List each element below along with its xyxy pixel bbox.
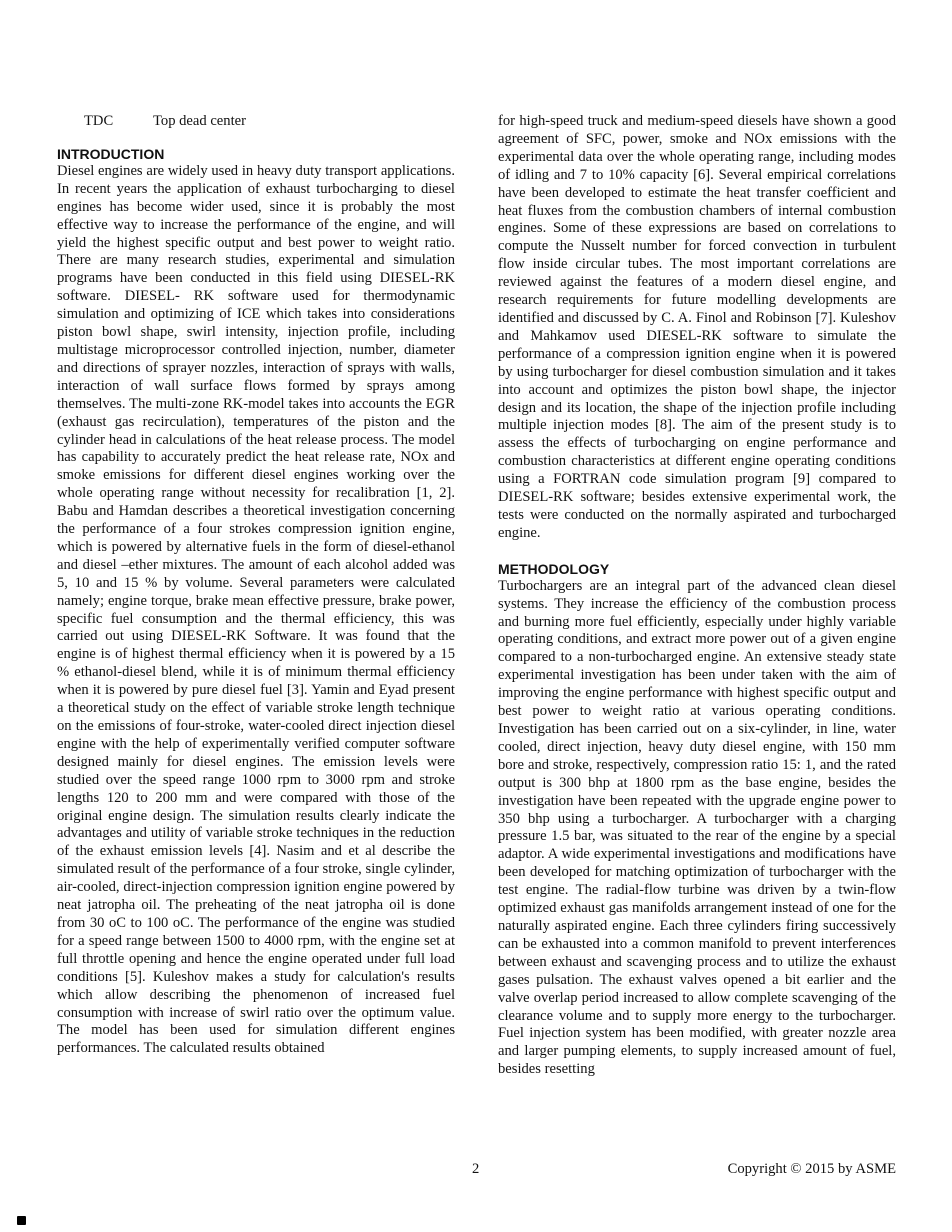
corner-mark-icon	[17, 1216, 26, 1225]
methodology-paragraph: Turbochargers are an integral part of the advanced clean diesel systems. They increase the efficiency of the combustion process and burning more fuel efficiently, especially under highly variable operating conditions, and extract more power out of a given engine compared to a non-turbocharged engine. An extensive steady state experimental investigation has been under taken with the aim of improving the engine performance with highest specific output and best power to weight ratio at various operating conditions. Investigation has been carried out on a six-cylinder, in line, water cooled, direct injection, heavy duty diesel engine, with 150 mm bore and stroke, respectively, compression ratio 15: 1, and the rated output is 300 bhp at 1800 rpm as the base engine, besides the investigation have been repeated with the upgrade engine power to 350 bhp using a turbocharger. A turbocharger with a charging pressure 1.5 bar, was situated to the rear of the engine by a special adaptor. A wide experimental investigations and modifications have been developed for matching optimization of turbocharger with the test engine. The radial-flow turbine was driven by a twin-flow optimized exhaust gas manifolds arrangement instead of one for the naturally aspirated engine. Each three cylinders firing successively can be exhausted into a common manifold to prevent interferences between exhaust and scavenging process and to utilize the exhaust gases pulsation. The exhaust valves opened a bit earlier and the valve overlap period increased to allow complete scavenging of the clearance volume and to supply more energy to the turbocharger. Fuel injection system has been modified, with greater nozzle area and larger pumping elements, to supply increased amount of fuel, besides resetting	[498, 577, 896, 1078]
nomenclature-definition: Top dead center	[153, 113, 246, 129]
copyright-notice: Copyright © 2015 by ASME	[727, 1161, 896, 1177]
right-column	[498, 113, 896, 1079]
page-number: 2	[472, 1161, 480, 1177]
section-spacer	[498, 543, 896, 560]
left-column	[57, 113, 455, 1058]
methodology-heading: METHODOLOGY	[498, 560, 610, 577]
nomenclature-entry	[84, 113, 455, 131]
introduction-continuation: for high-speed truck and medium-speed diesels have shown a good agreement of SFC, power, smoke and NOx emissions with the experimental data over the whole operating range, including modes of idling and 7 to 10% capacity [6]. Several empirical correlations have been developed to estimate the heat transfer coefficient and heat fluxes from the combustion chambers of internal combustion engines. Some of these expressions are based on correlations to compute the Nusselt number for forced convection in turbulent flow inside circular tubes. The most important correlations are reviewed against the features of a modern diesel engine, and research requirements for future modelling developments are identified and discussed by C. A. Finol and Robinson [7]. Kuleshov and Mahkamov used DIESEL-RK software to simulate the performance of a compression ignition engine when it is powered by using turbocharger for diesel combustion simulation and it takes into account and optimizes the piston bowl shape, the injector design and its location, the shape of the injection profile including multiple injection modes [8]. The aim of the present study is to assess the effects of turbocharging on engine performance and combustion characteristics at different engine operating conditions using a FORTRAN code simulation program [9] compared to DIESEL-RK software; besides extensive experimental work, the tests were conducted on the normally aspirated and turbocharged engine.	[498, 113, 896, 541]
nomenclature-abbreviation: TDC	[84, 113, 114, 129]
introduction-heading: INTRODUCTION	[57, 145, 165, 162]
introduction-paragraph: Diesel engines are widely used in heavy duty transport applications. In recent years the application of exhaust turbocharging to diesel engines has become wider used, since it is probably the most effective way to increase the performance of the engine, and will yield the highest specific output and best power to weight ratio. There are many research studies, experimental and simulation programs have been conducted in this field using DIESEL-RK software. DIESEL- RK software used for thermodynamic simulation and optimizing of ICE which takes into considerations piston bowl shape, swirl intensity, injection profile, including multistage microprocessor controlled injection, number, diameter and directions of sprayer nozzles, interaction of sprays with walls, interaction of wall surface flows formed by sprays among themselves. The multi-zone RK-model takes into accounts the EGR (exhaust gas recirculation), temperatures of the piston and the cylinder head in calculations of the heat release process. The model has capability to accurately predict the heat release rate, NOx and smoke emissions for different diesel engines working over the whole operating range without necessity for recalibration [1, 2]. Babu and Hamdan describes a theoretical investigation concerning the performance of a four strokes compression ignition engine, which is powered by alternative fuels in the form of diesel-ethanol and diesel –ether mixtures. The amount of each alcohol added was 5, 10 and 15 % by volume. Several parameters were calculated namely; engine torque, brake mean effective pressure, brake power, specific fuel consumption and the thermal efficiency, this was carried out using DIESEL-RK Software. It was found that the engine is of highest thermal efficiency when it is powered by a 15 % ethanol-diesel blend, while it is of minimum thermal efficiency when it is powered by pure diesel fuel [3]. Yamin and Eyad present a theoretical study on the effect of variable stroke length technique on the emissions of four-stroke, water-cooled direct injection diesel engine with the help of experimentally verified computer software designed mainly for diesel engines. The emission levels were studied over the speed range 1000 rpm to 3000 rpm and stroke lengths 120 to 200 mm and were compared with those of the original engine design. The simulation results clearly indicate the advantages and utility of variable stroke techniques in the reduction of the exhaust emission levels [4]. Nasim and et al describe the simulated result of the performance of a four stroke, single cylinder, air-cooled, direct-injection compression ignition engine powered by neat jatropha oil. The preheating of the neat jatropha oil is done from 30 oC to 100 oC. The performance of the engine was studied for a speed range between 1500 to 4000 rpm, with the engine set at full throttle opening and hence the engine operated under full load conditions [5]. Kuleshov makes a study for calculation's results which allow describing the phenomenon of increased fuel consumption with increase of swirl ratio over the optimum value. The model has been used for simulation different engines performances. The calculated results obtained	[57, 162, 455, 1057]
